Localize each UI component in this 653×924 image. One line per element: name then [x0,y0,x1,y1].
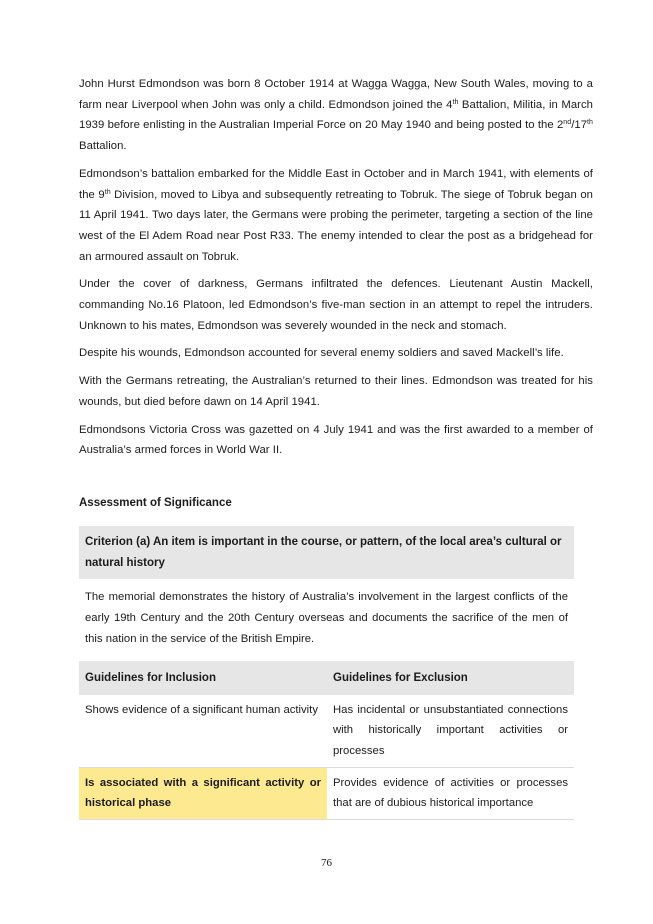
guidelines-table [79,661,574,821]
header-inclusion: Guidelines for Inclusion [79,661,327,695]
table-row [79,695,574,768]
paragraph-birth: John Hurst Edmondson was born 8 October 1914 at Wagga Wagga, New South Wales, moving to a farm near Liverpool when John was only a child. Edmondson joined the 4th Battalion, Militia, in March 1939 before enlisting in the Australian Imperial Force on 20 May 1940 and being posted to the 2nd/17th Battalion. [79,78,593,153]
table-cell: Shows evidence of a significant human activity [79,695,327,768]
table-cell: Provides evidence of activities or processes that are of dubious historical importance [327,767,574,819]
criterion-text: The memorial demonstrates the history of Australia’s involvement in the largest conflicts of the early 19th Century and the 20th Century overseas and documents the sacrifice of the men of this nation in the service of the British Empire. [85,591,568,645]
header-exclusion: Guidelines for Exclusion [327,661,574,695]
paragraph-retreat: With the Germans retreating, the Australian’s returned to their lines. Edmondson was treated for his wounds, but died before dawn on 14 April 1941. [79,375,593,408]
paragraph-wounds: Despite his wounds, Edmondson accounted for several enemy soldiers and saved Mackell’s life. [79,347,564,360]
table-row [79,767,574,819]
highlighted-cell: Is associated with a significant activity or historical phase [79,767,327,819]
table-header-row [79,661,574,695]
biography-text [79,74,593,468]
paragraph-tobruk: Edmondson’s battalion embarked for the Middle East in October and in March 1941, with elements of the 9th Division, moved to Libya and subsequently retreating to Tobruk. The siege of Tobruk began on 11 April 1941. Two days later, the Germans were probing the perimeter, targeting a section of the line west of the El Adem Road near Post R33. The enemy intended to clear the post as a bridgehead for an armoured assault on Tobruk. [79,167,593,263]
criterion-block [79,526,574,820]
table-cell: Has incidental or unsubstantiated connections with historically important activities or processes [327,695,574,768]
paragraph-infiltration: Under the cover of darkness, Germans infiltrated the defences. Lieutenant Austin Mackell, commanding No.16 Platoon, led Edmondson’s five-man section in an attempt to repel the intruders. Unknown to his mates, Edmondson was severely wounded in the neck and stomach. [79,278,593,332]
section-heading: Assessment of Significance [79,497,232,509]
criterion-title: Criterion (a) An item is important in the course, or pattern, of the local area’s cultural or natural history [79,526,574,579]
paragraph-victoria-cross: Edmondsons Victoria Cross was gazetted on 4 July 1941 and was the first awarded to a member of Australia’s armed forces in World War II. [79,423,593,457]
page-number: 76 [321,857,332,869]
